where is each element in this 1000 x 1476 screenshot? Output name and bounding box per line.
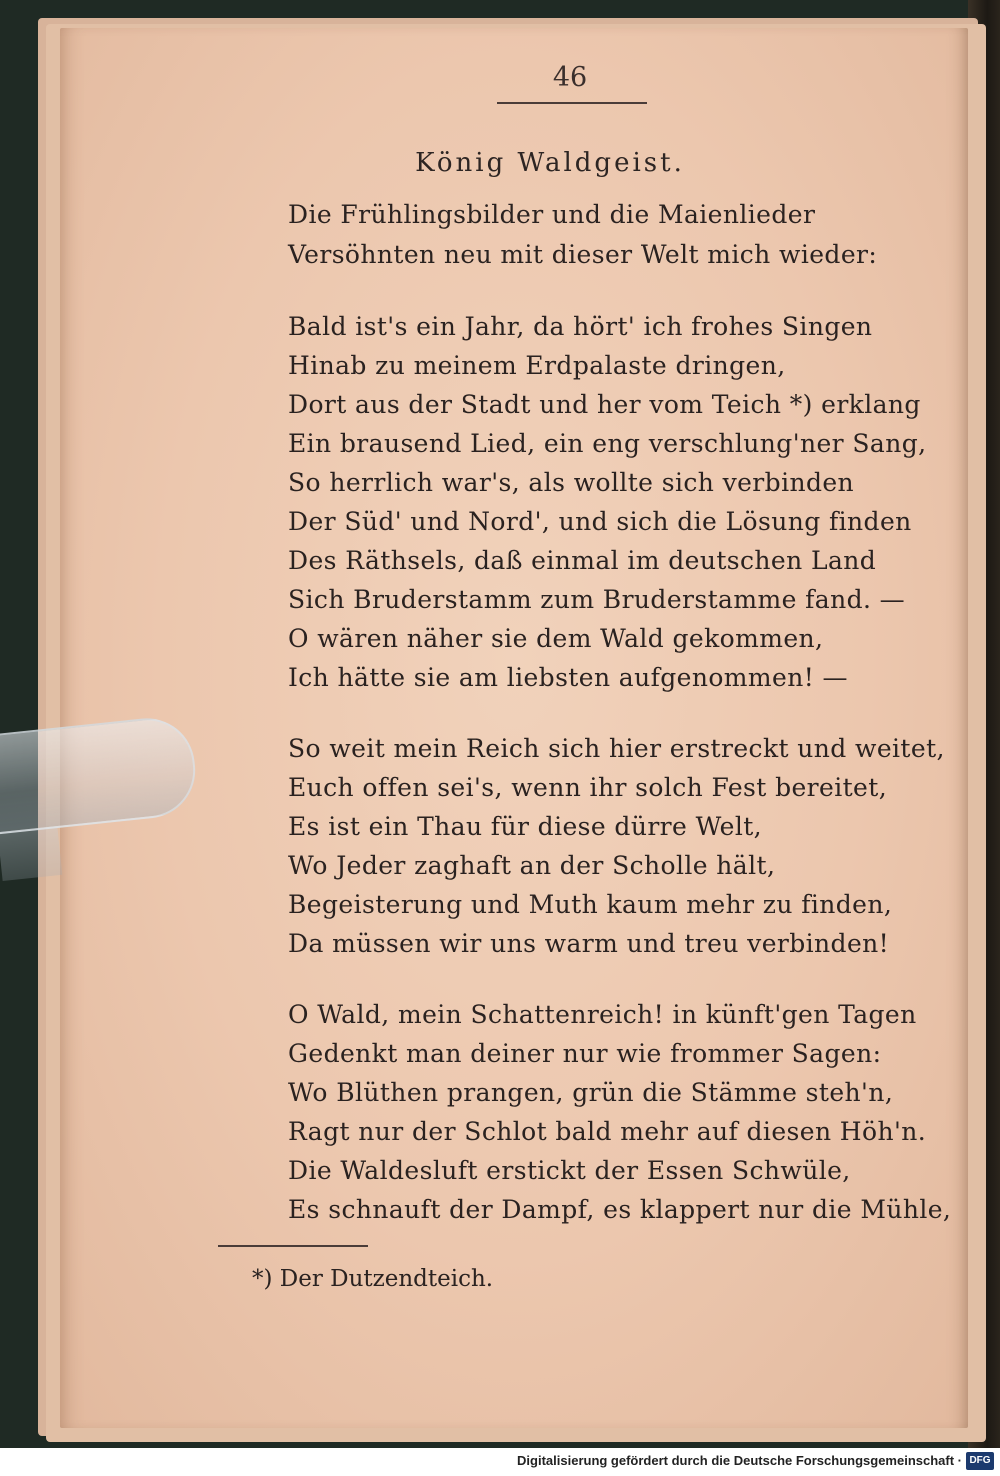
verse-line: So herrlich war's, als wollte sich verbinden: [288, 468, 855, 497]
verse-line: Der Süd' und Nord', und sich die Lösung finden: [288, 507, 912, 536]
verse-line: Die Frühlingsbilder und die Maienlieder: [288, 200, 816, 229]
verse-line: Des Räthsels, daß einmal im deutschen Land: [288, 546, 877, 575]
verse-line: O wären näher sie dem Wald gekommen,: [288, 624, 824, 653]
verse-line: Ragt nur der Schlot bald mehr auf diesen Höh'n.: [288, 1117, 927, 1146]
verse-line: Bald ist's ein Jahr, da hört' ich frohes Singen: [288, 312, 873, 341]
verse-line: Wo Jeder zaghaft an der Scholle hält,: [288, 851, 776, 880]
footnote: *) Der Dutzendteich.: [252, 1266, 494, 1292]
poem-title: König Waldgeist.: [415, 148, 685, 178]
page-number: 46: [552, 62, 588, 93]
verse-line: Euch offen sei's, wenn ihr solch Fest bereitet,: [288, 773, 888, 802]
verse-line: Begeisterung und Muth kaum mehr zu finden,: [288, 890, 893, 919]
verse-line: O Wald, mein Schattenreich! in künft'gen Tagen: [288, 1000, 917, 1029]
verse-line: Es ist ein Thau für diese dürre Welt,: [288, 812, 763, 841]
footnote-rule: [218, 1245, 368, 1247]
verse-line: Die Waldesluft erstickt der Essen Schwüle,: [288, 1156, 851, 1185]
verse-line: Da müssen wir uns warm und treu verbinden!: [288, 929, 890, 958]
verse-line: Ich hätte sie am liebsten aufgenommen! —: [288, 663, 848, 692]
verse-line: Sich Bruderstamm zum Bruderstamme fand. —: [288, 585, 906, 614]
verse-line: Es schnauft der Dampf, es klappert nur die Mühle,: [288, 1195, 952, 1224]
verse-line: Hinab zu meinem Erdpalaste dringen,: [288, 351, 786, 380]
verse-line: Wo Blüthen prangen, grün die Stämme steh'n,: [288, 1078, 894, 1107]
dfg-logo-icon: DFG: [966, 1452, 994, 1470]
verse-line: Dort aus der Stadt und her vom Teich *) erklang: [288, 390, 921, 419]
verse-line: Gedenkt man deiner nur wie frommer Sagen:: [288, 1039, 882, 1068]
funding-credit: Digitalisierung gefördert durch die Deutsche Forschungsgemeinschaft ·: [517, 1453, 962, 1468]
verse-line: Versöhnten neu mit dieser Welt mich wieder:: [288, 240, 878, 269]
verse-line: So weit mein Reich sich hier erstreckt und weitet,: [288, 734, 945, 763]
page-number-rule: [497, 102, 647, 104]
page-clip-tail: [0, 827, 62, 881]
verse-line: Ein brausend Lied, ein eng verschlung'ner Sang,: [288, 429, 927, 458]
